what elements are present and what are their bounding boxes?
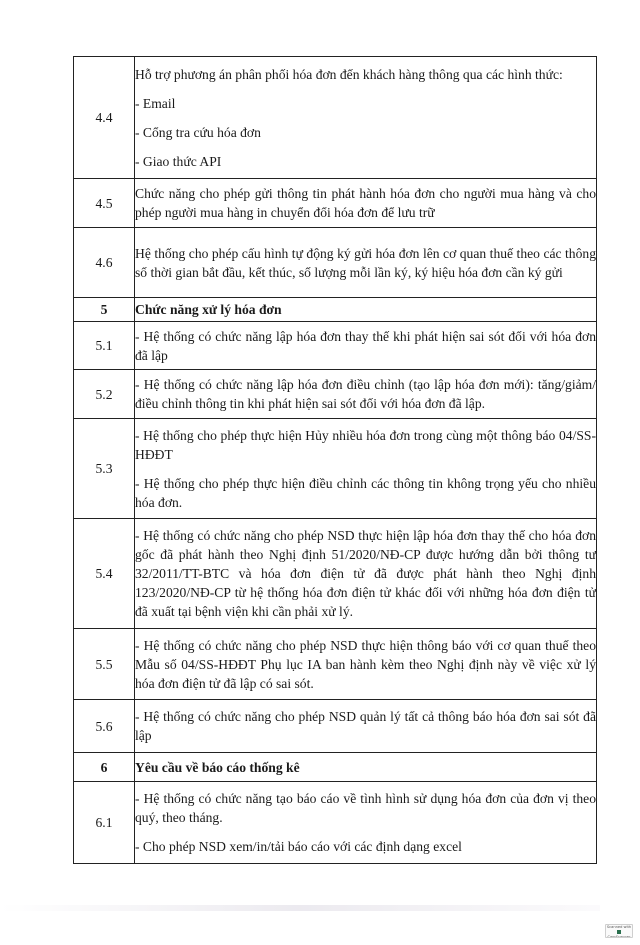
row-description bbox=[135, 322, 597, 370]
row-text: - Hệ thống có chức năng cho phép NSD thực hiện lập hóa đơn thay thế cho hóa đơn gốc đã phát hành theo Nghị định 51/2020/NĐ-CP được hướng dẫn bởi thông tư 32/2011/TT-BTC và hóa đơn điện tử đã được phát hành theo Nghị định 123/2020/NĐ-CP từ hệ thống hóa đơn điện tử khác đối với những hóa đơn điện tử đã xuất tại bệnh viện khi cần phải xử lý. bbox=[135, 528, 596, 619]
row-text: - Cổng tra cứu hóa đơn bbox=[135, 124, 261, 140]
row-number: 5.2 bbox=[74, 370, 135, 419]
row-description bbox=[135, 179, 597, 228]
row-description bbox=[135, 228, 597, 298]
table-row-4-5 bbox=[74, 179, 597, 228]
scan-artifact bbox=[0, 905, 600, 911]
section-number: 5 bbox=[74, 298, 135, 322]
row-description bbox=[135, 419, 597, 519]
row-text: - Hệ thống cho phép thực hiện điều chỉnh các thông tin không trọng yếu cho nhiều hóa đơn. bbox=[135, 475, 596, 510]
table-row-5-3 bbox=[74, 419, 597, 519]
table-row-5-5 bbox=[74, 629, 597, 700]
row-text: - Hệ thống có chức năng cho phép NSD thực hiện thông báo với cơ quan thuế theo Mẫu số 04/SS-HĐĐT Phụ lục IA ban hành kèm theo Nghị định này về việc xử lý hóa đơn điện tử đã lập có sai sót. bbox=[135, 637, 596, 691]
row-text: - Hệ thống có chức năng lập hóa đơn thay thế khi phát hiện sai sót đối với hóa đơn đã lập bbox=[135, 328, 596, 363]
row-description bbox=[135, 782, 597, 864]
table-row-5-6 bbox=[74, 700, 597, 753]
row-text: - Hệ thống có chức năng lập hóa đơn điều chỉnh (tạo lập hóa đơn mới): tăng/giảm/điều chỉnh thông tin khi phát hiện sai sót đối với hóa đơn đã lập. bbox=[135, 377, 596, 411]
camscanner-watermark bbox=[605, 924, 633, 938]
row-number: 5.6 bbox=[74, 700, 135, 753]
table-row-5-1 bbox=[74, 322, 597, 370]
table-row-4-4 bbox=[74, 57, 597, 179]
row-text: - Email bbox=[135, 95, 176, 111]
table-section-row-6 bbox=[74, 753, 597, 782]
table-row-5-2 bbox=[74, 370, 597, 419]
row-text: Hỗ trợ phương án phân phối hóa đơn đến khách hàng thông qua các hình thức: bbox=[135, 66, 563, 82]
row-number: 4.5 bbox=[74, 179, 135, 228]
watermark-caption: Scanned with bbox=[606, 925, 632, 929]
row-text: - Giao thức API bbox=[135, 153, 222, 169]
row-text: - Hệ thống cho phép thực hiện Hủy nhiều hóa đơn trong cùng một thông báo 04/SS-HĐĐT bbox=[135, 427, 596, 462]
row-description bbox=[135, 700, 597, 753]
section-title: Chức năng xử lý hóa đơn bbox=[135, 298, 597, 322]
camscanner-logo-icon bbox=[617, 930, 621, 934]
section-number: 6 bbox=[74, 753, 135, 782]
row-description bbox=[135, 519, 597, 629]
table-row-4-6 bbox=[74, 228, 597, 298]
row-number: 5.3 bbox=[74, 419, 135, 519]
table-row-6-1 bbox=[74, 782, 597, 864]
row-description bbox=[135, 57, 597, 179]
row-text: - Hệ thống có chức năng cho phép NSD quản lý tất cả thông báo hóa đơn sai sót đã lập bbox=[135, 709, 596, 743]
table-row-5-4 bbox=[74, 519, 597, 629]
row-number: 5.1 bbox=[74, 322, 135, 370]
row-text: Chức năng cho phép gửi thông tin phát hành hóa đơn cho người mua hàng và cho phép người mua hàng in chuyển đổi hóa đơn để lưu trữ bbox=[135, 186, 596, 220]
row-number: 5.4 bbox=[74, 519, 135, 629]
row-description bbox=[135, 629, 597, 700]
row-text: Hệ thống cho phép cấu hình tự động ký gửi hóa đơn lên cơ quan thuế theo các thông số thời gian bắt đầu, kết thúc, số lượng mỗi lần ký, ký hiệu hóa đơn cần ký gửi bbox=[135, 245, 596, 280]
row-number: 5.5 bbox=[74, 629, 135, 700]
table-section-row-5 bbox=[74, 298, 597, 322]
row-text: - Hệ thống có chức năng tạo báo cáo về tình hình sử dụng hóa đơn của đơn vị theo quý, theo tháng. bbox=[135, 791, 596, 825]
row-number: 4.4 bbox=[74, 57, 135, 179]
requirements-table bbox=[73, 56, 597, 864]
row-description bbox=[135, 370, 597, 419]
row-text: - Cho phép NSD xem/in/tải báo cáo với các định dạng excel bbox=[135, 839, 462, 854]
section-title: Yêu cầu về báo cáo thống kê bbox=[135, 753, 597, 782]
row-number: 6.1 bbox=[74, 782, 135, 864]
row-number: 4.6 bbox=[74, 228, 135, 298]
watermark-brand: CamScanner bbox=[607, 935, 631, 938]
